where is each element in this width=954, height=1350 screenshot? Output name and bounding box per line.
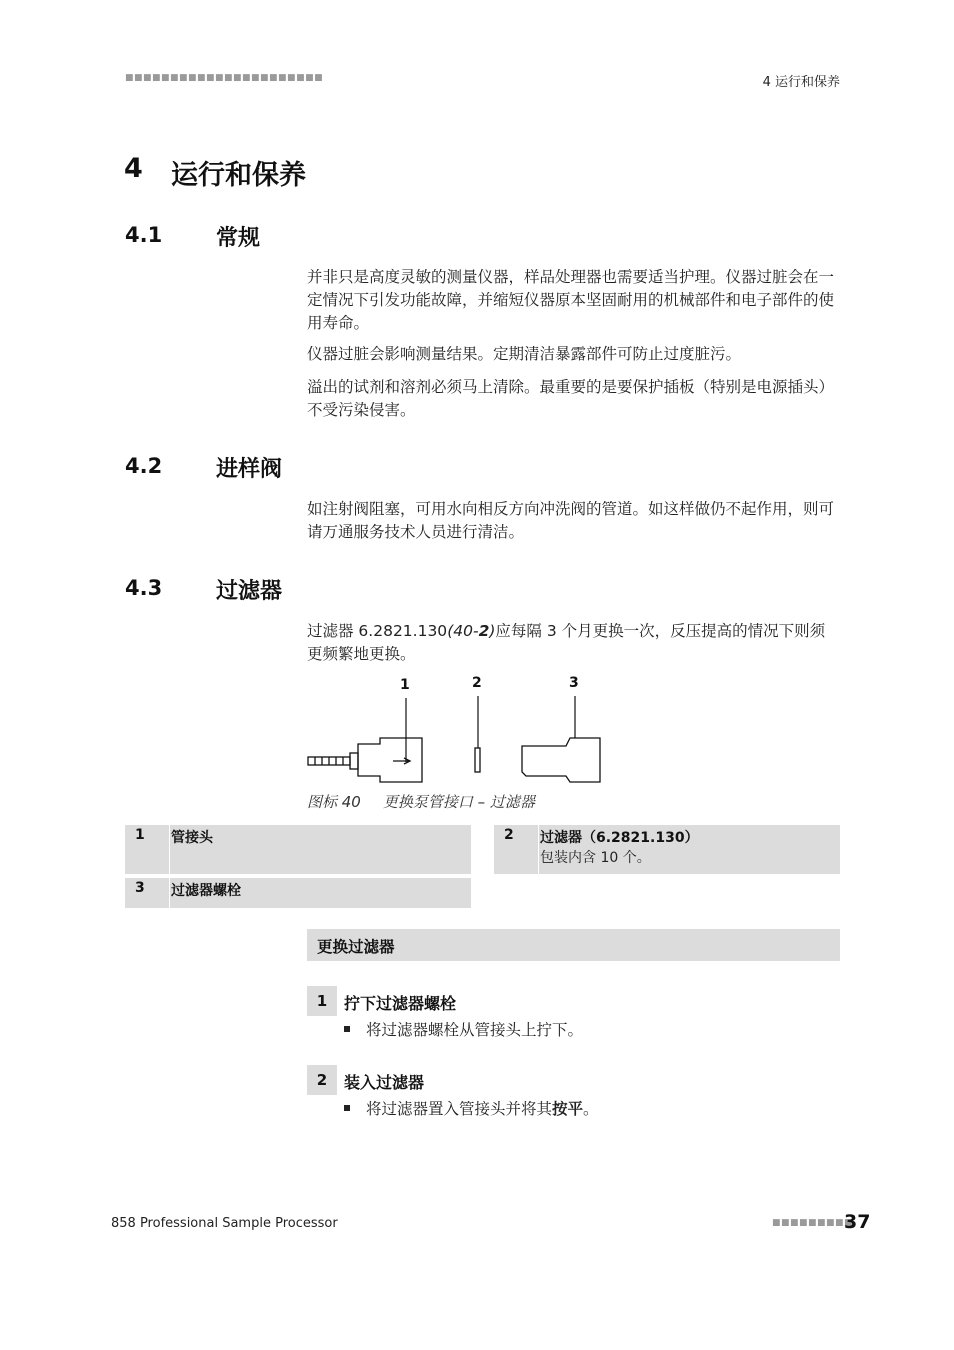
legend-number: 1 — [135, 827, 145, 843]
section-number: 4.3 — [125, 576, 163, 600]
legend-text: 过滤器螺栓 — [171, 883, 241, 899]
step-number: 2 — [307, 1065, 337, 1095]
filter-text-rest: 应每隔 3 个月更换一次，反压提高的情况下则须更频繁地更换。 — [307, 622, 826, 663]
caption-number: 图标 40 — [307, 793, 361, 811]
filter-text: 过滤器 6.2821.130 — [307, 622, 448, 640]
figure-caption — [307, 791, 535, 812]
paragraph: 溢出的试剂和溶剂必须马上清除。最重要的是要保护插板（特别是电源插头）不受污染侵害。 — [307, 378, 835, 419]
procedure-title-bar — [307, 929, 840, 961]
figure-label-2: 2 — [472, 675, 482, 691]
filter-disc-drawing — [475, 748, 480, 772]
step-bullet: 将过滤器置入管接头并将其按平。 — [344, 1097, 599, 1119]
figure-label-1: 1 — [400, 677, 410, 693]
footer-decoration: ■■■■■■■■■ — [772, 1218, 854, 1228]
legend-number: 2 — [504, 827, 514, 843]
section-number: 4.1 — [125, 223, 163, 247]
bullet-icon — [344, 1026, 350, 1032]
figure-reference: (40-2) — [447, 622, 496, 640]
footer-product-name: 858 Professional Sample Processor — [111, 1216, 338, 1231]
legend-item — [125, 825, 471, 874]
section-title: 常规 — [216, 226, 261, 251]
filter-screw-drawing — [522, 738, 600, 782]
filter-assembly-figure — [300, 690, 610, 790]
chapter-number: 4 — [124, 153, 143, 184]
legend-text: 过滤器（6.2821.130） — [540, 830, 699, 846]
section-title: 过滤器 — [216, 579, 283, 604]
paragraph: 仪器过脏会影响测量结果。定期清洁暴露部件可防止过度脏污。 — [307, 345, 742, 363]
legend-item — [494, 825, 840, 874]
tube-connector-drawing — [308, 738, 422, 782]
step-bullet: 将过滤器螺栓从管接头上拧下。 — [344, 1018, 583, 1040]
chapter-title: 运行和保养 — [171, 160, 306, 191]
bullet-icon — [344, 1105, 350, 1111]
paragraph: 并非只是高度灵敏的测量仪器，样品处理器也需要适当护理。仪器过脏会在一定情况下引发功能故障，并缩短仪器原本坚固耐用的机械部件和电子部件的使用寿命。 — [307, 268, 835, 332]
legend-number: 3 — [135, 880, 145, 896]
step-title: 拧下过滤器螺栓 — [344, 994, 457, 1013]
header-chapter-ref: 4 运行和保养 — [762, 75, 840, 90]
caption-text: 更换泵管接口 – 过滤器 — [382, 793, 535, 811]
section-title: 进样阀 — [216, 457, 283, 482]
legend-subtext: 包装内含 10 个。 — [540, 850, 651, 866]
procedure-title: 更换过滤器 — [317, 938, 395, 956]
legend-item — [125, 878, 471, 908]
paragraph — [307, 620, 840, 666]
figure-label-3: 3 — [569, 675, 579, 691]
step-number: 1 — [307, 986, 337, 1016]
section-number: 4.2 — [125, 454, 163, 478]
page-number: 37 — [844, 1211, 871, 1233]
legend-text: 管接头 — [171, 830, 213, 846]
paragraph: 如注射阀阻塞，可用水向相反方向冲洗阀的管道。如这样做仍不起作用，则可请万通服务技术人员进行清洁。 — [307, 500, 835, 541]
step-title: 装入过滤器 — [344, 1073, 425, 1092]
header-decoration: ■■■■■■■■■■■■■■■■■■■■■■ — [125, 73, 324, 83]
